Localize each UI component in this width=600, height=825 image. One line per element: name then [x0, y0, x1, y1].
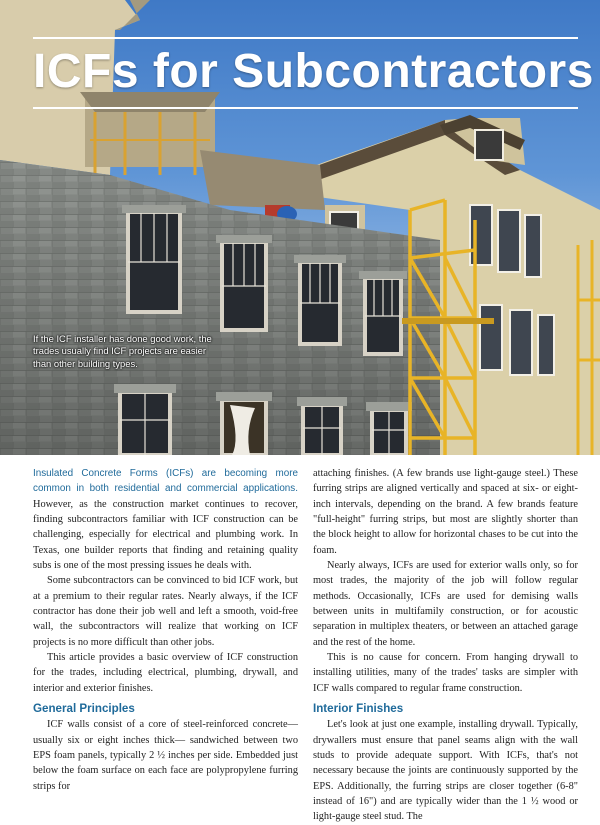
- title-rule-top: [33, 37, 578, 39]
- paragraph-7: This is no cause for concern. From hanging drywall to installing utilities, many of the trades' tasks are simpler with ICF walls compared to regular frame construction.: [313, 652, 578, 694]
- paragraph-2: Some subcontractors can be convinced to bid ICF work, but at a premium to their regular rates. Nearly always, if the ICF contractor has done their job well and left a smooth, void-free wall, the subcontractors will realize that working on ICF projects is no more difficult than other jobs.: [33, 575, 298, 648]
- paragraph-5: attaching finishes. (A few brands use light-gauge steel.) These furring strips are aligned vertically and spaced at six- or eight-inch intervals, depending on the brand. A few brands feature "full-height" furring strips, but most are slightly shorter than the block height to allow for horizontal chases to be cut into the foam.: [313, 468, 578, 556]
- paragraph-8: Let's look at just one example, installing drywall. Typically, drywallers must ensure that panel seams align with the wall studs to provide adequate support. With ICFs, that's not necessary because the joints are continuously supported by the EPS. Additionally, the furring strips are closer together (6-8" instead of 16") and are typically wider than the 1 ½ wood or light-gauge steel stud. The: [313, 719, 578, 823]
- title-rule-bottom: [33, 107, 578, 109]
- paragraph-6: Nearly always, ICFs are used for exterior walls only, so for most trades, the majority of the job will follow regular methods. Occasionally, ICFs are used for demising walls between units in multifamily construction, or for acoustic separation in multiplex theaters, or between an attached garage and the rest of the home.: [313, 560, 578, 648]
- lead-sentence: Insulated Concrete Forms (ICFs) are becoming more common in both residential and commercial applications.: [33, 468, 298, 495]
- intro-rest: However, as the construction market continues to recover, finding subcontractors familiar with ICF construction can be challenging, especially for electrical and plumbing work. In Texas, one builder reports that finding and retaining quality subs is one of the most pressing issues he deals with.: [33, 498, 298, 572]
- paragraph-4: ICF walls consist of a core of steel-reinforced concrete—usually six or eight inches thick— sandwiched between two EPS foam panels, typically 2 ½ inches per side. Embedded just below the foam surface on each face are polypropylene furring strips for: [33, 719, 298, 792]
- page-title: ICFs for Subcontractors: [33, 45, 594, 98]
- right-column: [313, 466, 578, 825]
- photo-caption: If the ICF installer has done good work, the trades usually find ICF projects are easier than other building types.: [33, 333, 212, 369]
- intro-paragraph: [33, 466, 298, 573]
- paragraph-3: This article provides a basic overview of ICF construction for the trades, including electrical, plumbing, drywall, and interior and exterior finishes.: [33, 652, 298, 694]
- left-column: [33, 466, 298, 794]
- heading-general-principles: General Principles: [33, 702, 135, 716]
- heading-interior-finishes: Interior Finishes: [313, 702, 404, 716]
